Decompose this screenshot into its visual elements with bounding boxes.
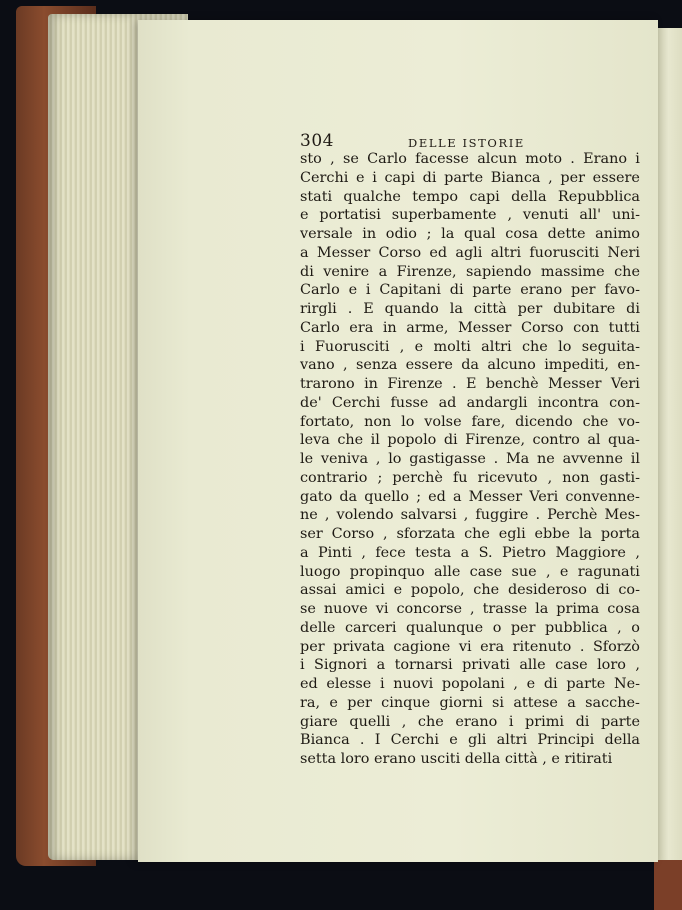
text-line: trarono in Firenze . E benchè Messer Veri (300, 376, 640, 392)
text-line: contrario ; perchè fu ricevuto , non gasti- (300, 469, 640, 486)
text-line: Carlo e i Capitani di parte erano per favo- (300, 282, 640, 299)
text-line: e portatisi superbamente , venuti all' uni- (300, 207, 640, 224)
text-line: assai amici e popolo, che desideroso di co- (300, 582, 640, 599)
text-line: Cerchi e i capi di parte Bianca , per essere (300, 169, 640, 186)
text-line: ne , volendo salvarsi , fuggire . Perchè Mes- (300, 507, 640, 524)
text-line: le veniva , lo gastigasse . Ma ne avvenne il (300, 451, 640, 467)
text-line: ser Corso , sforzata che egli ebbe la porta (300, 526, 640, 542)
running-title: DELLE ISTORIE (408, 136, 525, 150)
text-line: i Signori a tornarsi privati alle case loro , (300, 657, 640, 674)
text-line: Bianca . I Cerchi e gli altri Principi della (300, 732, 640, 749)
text-line: rirgli . E quando la città per dubitare di (300, 301, 640, 317)
text-line: Carlo era in arme, Messer Corso con tutti (300, 319, 640, 336)
text-line: se nuove vi concorse , trasse la prima cosa (300, 601, 640, 617)
text-line: a Pinti , fece testa a S. Pietro Maggiore , (300, 544, 640, 561)
text-line: de' Cerchi fusse ad andargli incontra con- (300, 394, 640, 411)
text-line: versale in odio ; la qual cosa dette animo (300, 226, 640, 242)
text-line: leva che il popolo di Firenze, contro al qua- (300, 432, 640, 449)
text-line: ed elesse i nuovi popolani , e di parte Ne- (300, 676, 640, 692)
text-line: gato da quello ; ed a Messer Veri convenne- (300, 488, 640, 505)
text-line: di venire a Firenze, sapiendo massime che (300, 263, 640, 280)
text-line: sto , se Carlo facesse alcun moto . Erano i (300, 151, 640, 167)
text-line: stati qualche tempo capi della Repubblica (300, 188, 640, 205)
text-line: per privata cagione vi era ritenuto . Sforzò (300, 638, 640, 655)
text-line: fortato, non lo volse fare, dicendo che vo- (300, 413, 640, 430)
text-line: setta loro erano usciti della città , e ritirati (300, 751, 613, 767)
text-line: vano , senza essere da alcuno impediti, en- (300, 357, 640, 374)
text-line: ra, e per cinque giorni si attese a sacche- (300, 694, 640, 711)
body-text (300, 150, 640, 769)
facing-cover-corner (654, 860, 682, 910)
text-line: delle carceri qualunque o per pubblica , o (300, 619, 640, 636)
text-line: i Fuorusciti , e molti altri che lo seguita- (300, 338, 640, 355)
text-line: giare quelli , che erano i primi di parte (300, 713, 640, 730)
facing-page-edge (656, 28, 682, 878)
page-number: 304 (300, 131, 334, 151)
text-line: luogo propinquo alle case sue , e ragunati (300, 563, 640, 580)
text-line: a Messer Corso ed agli altri fuorusciti Neri (300, 244, 640, 261)
